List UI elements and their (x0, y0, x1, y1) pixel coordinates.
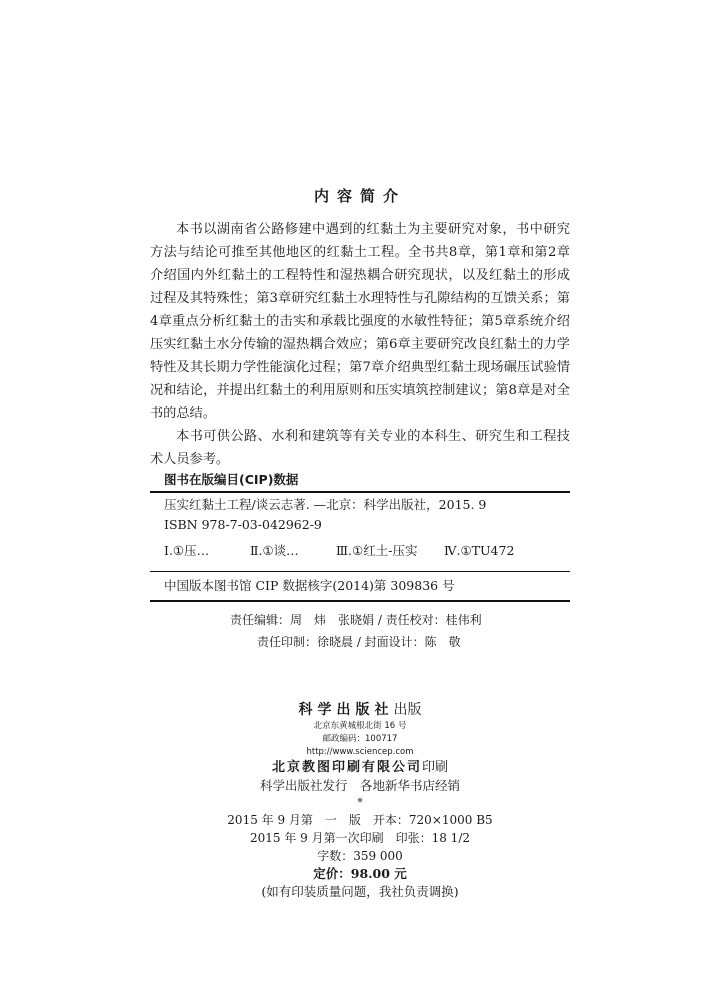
cip-data-block (150, 469, 570, 602)
cip-top-rule (150, 491, 570, 493)
separator-star: * (357, 796, 363, 809)
summary-paragraph-2: 本书可供公路、水利和建筑等有关专业的本科生、研究生和工程技术人员参考。 (150, 429, 570, 467)
editors-row-2: 责任印制：徐晓晨 / 封面设计：陈 敬 (257, 635, 461, 649)
publisher-url: http://www.sciencep.com (306, 747, 414, 757)
publisher-postcode: 邮政编码：100717 (322, 734, 398, 744)
editorial-staff (0, 609, 720, 653)
distribution-line: 科学出版社发行 各地新华书店经销 (259, 778, 460, 793)
publisher-name: 科学出版社 (298, 702, 394, 718)
summary-paragraph-1: 本书以湖南省公路修建中遇到的红黏土为主要研究对象，书中研究方法与结论可推至其他地区的红黏土工程。全书共8章，第1章和第2章介绍国内外红黏土的工程特性和湿热耦合研究现状，以及红黏土的形成过程及其特殊性；第3章研究红黏土水理特性与孔隙结构的互馈关系；第4章重点分析红黏土的击实和承载比强度的水敏性特征；第5章系统介绍压实红黏土水分传输的湿热耦合效应；第6章主要研究改良红黏土的力学特性及其长期力学性能演化过程；第7章介绍典型红黏土现场碾压试验情况和结论，并提出红黏土的利用原则和压实填筑控制建议；第8章是对全书的总结。 (150, 222, 570, 421)
price-value: 98.00 元 (350, 866, 407, 881)
publisher-name-line (0, 700, 720, 720)
price-line (0, 865, 720, 883)
cip-class-3: Ⅲ.①红土-压实 (336, 543, 418, 558)
cip-isbn: ISBN 978-7-03-042962-9 (164, 517, 322, 532)
publisher-address: 北京东黄城根北街 16 号 (313, 721, 407, 731)
cip-bottom-rule (150, 600, 570, 602)
printer-line (0, 759, 720, 777)
edition-line: 2015 年 9 月第 一 版 开本：720×1000 B5 (227, 813, 493, 827)
cip-number: 中国版本图书馆 CIP 数据核字(2014)第 309836 号 (164, 578, 455, 593)
cip-classification (150, 541, 570, 561)
publisher-block (0, 700, 720, 901)
cip-class-4: Ⅳ.①TU472 (444, 543, 515, 558)
cip-mid-rule (150, 571, 570, 572)
editors-row-1: 责任编辑：周 炜 张晓娟 / 责任校对：桂伟利 (230, 613, 482, 627)
printing-line: 2015 年 9 月第一次印刷 印张：18 1/2 (249, 831, 470, 845)
publisher-name-suffix: 出版 (393, 702, 422, 718)
quality-notice: (如有印装质量问题，我社负责调换) (261, 884, 459, 899)
cip-heading: 图书在版编目(CIP)数据 (164, 472, 299, 487)
summary-title: 内容简介 (313, 187, 406, 205)
price-label: 定价： (313, 866, 351, 881)
cip-class-2: Ⅱ.①谈… (250, 543, 299, 558)
word-count: 字数：359 000 (317, 849, 403, 863)
cip-title-line: 压实红黏土工程/谈云志著. —北京：科学出版社，2015. 9 (164, 497, 487, 512)
content-summary (150, 185, 570, 471)
printer-suffix: 印刷 (422, 760, 449, 775)
printer-name: 北京教图印刷有限公司 (271, 760, 422, 775)
cip-class-1: Ⅰ.①压… (164, 543, 210, 558)
